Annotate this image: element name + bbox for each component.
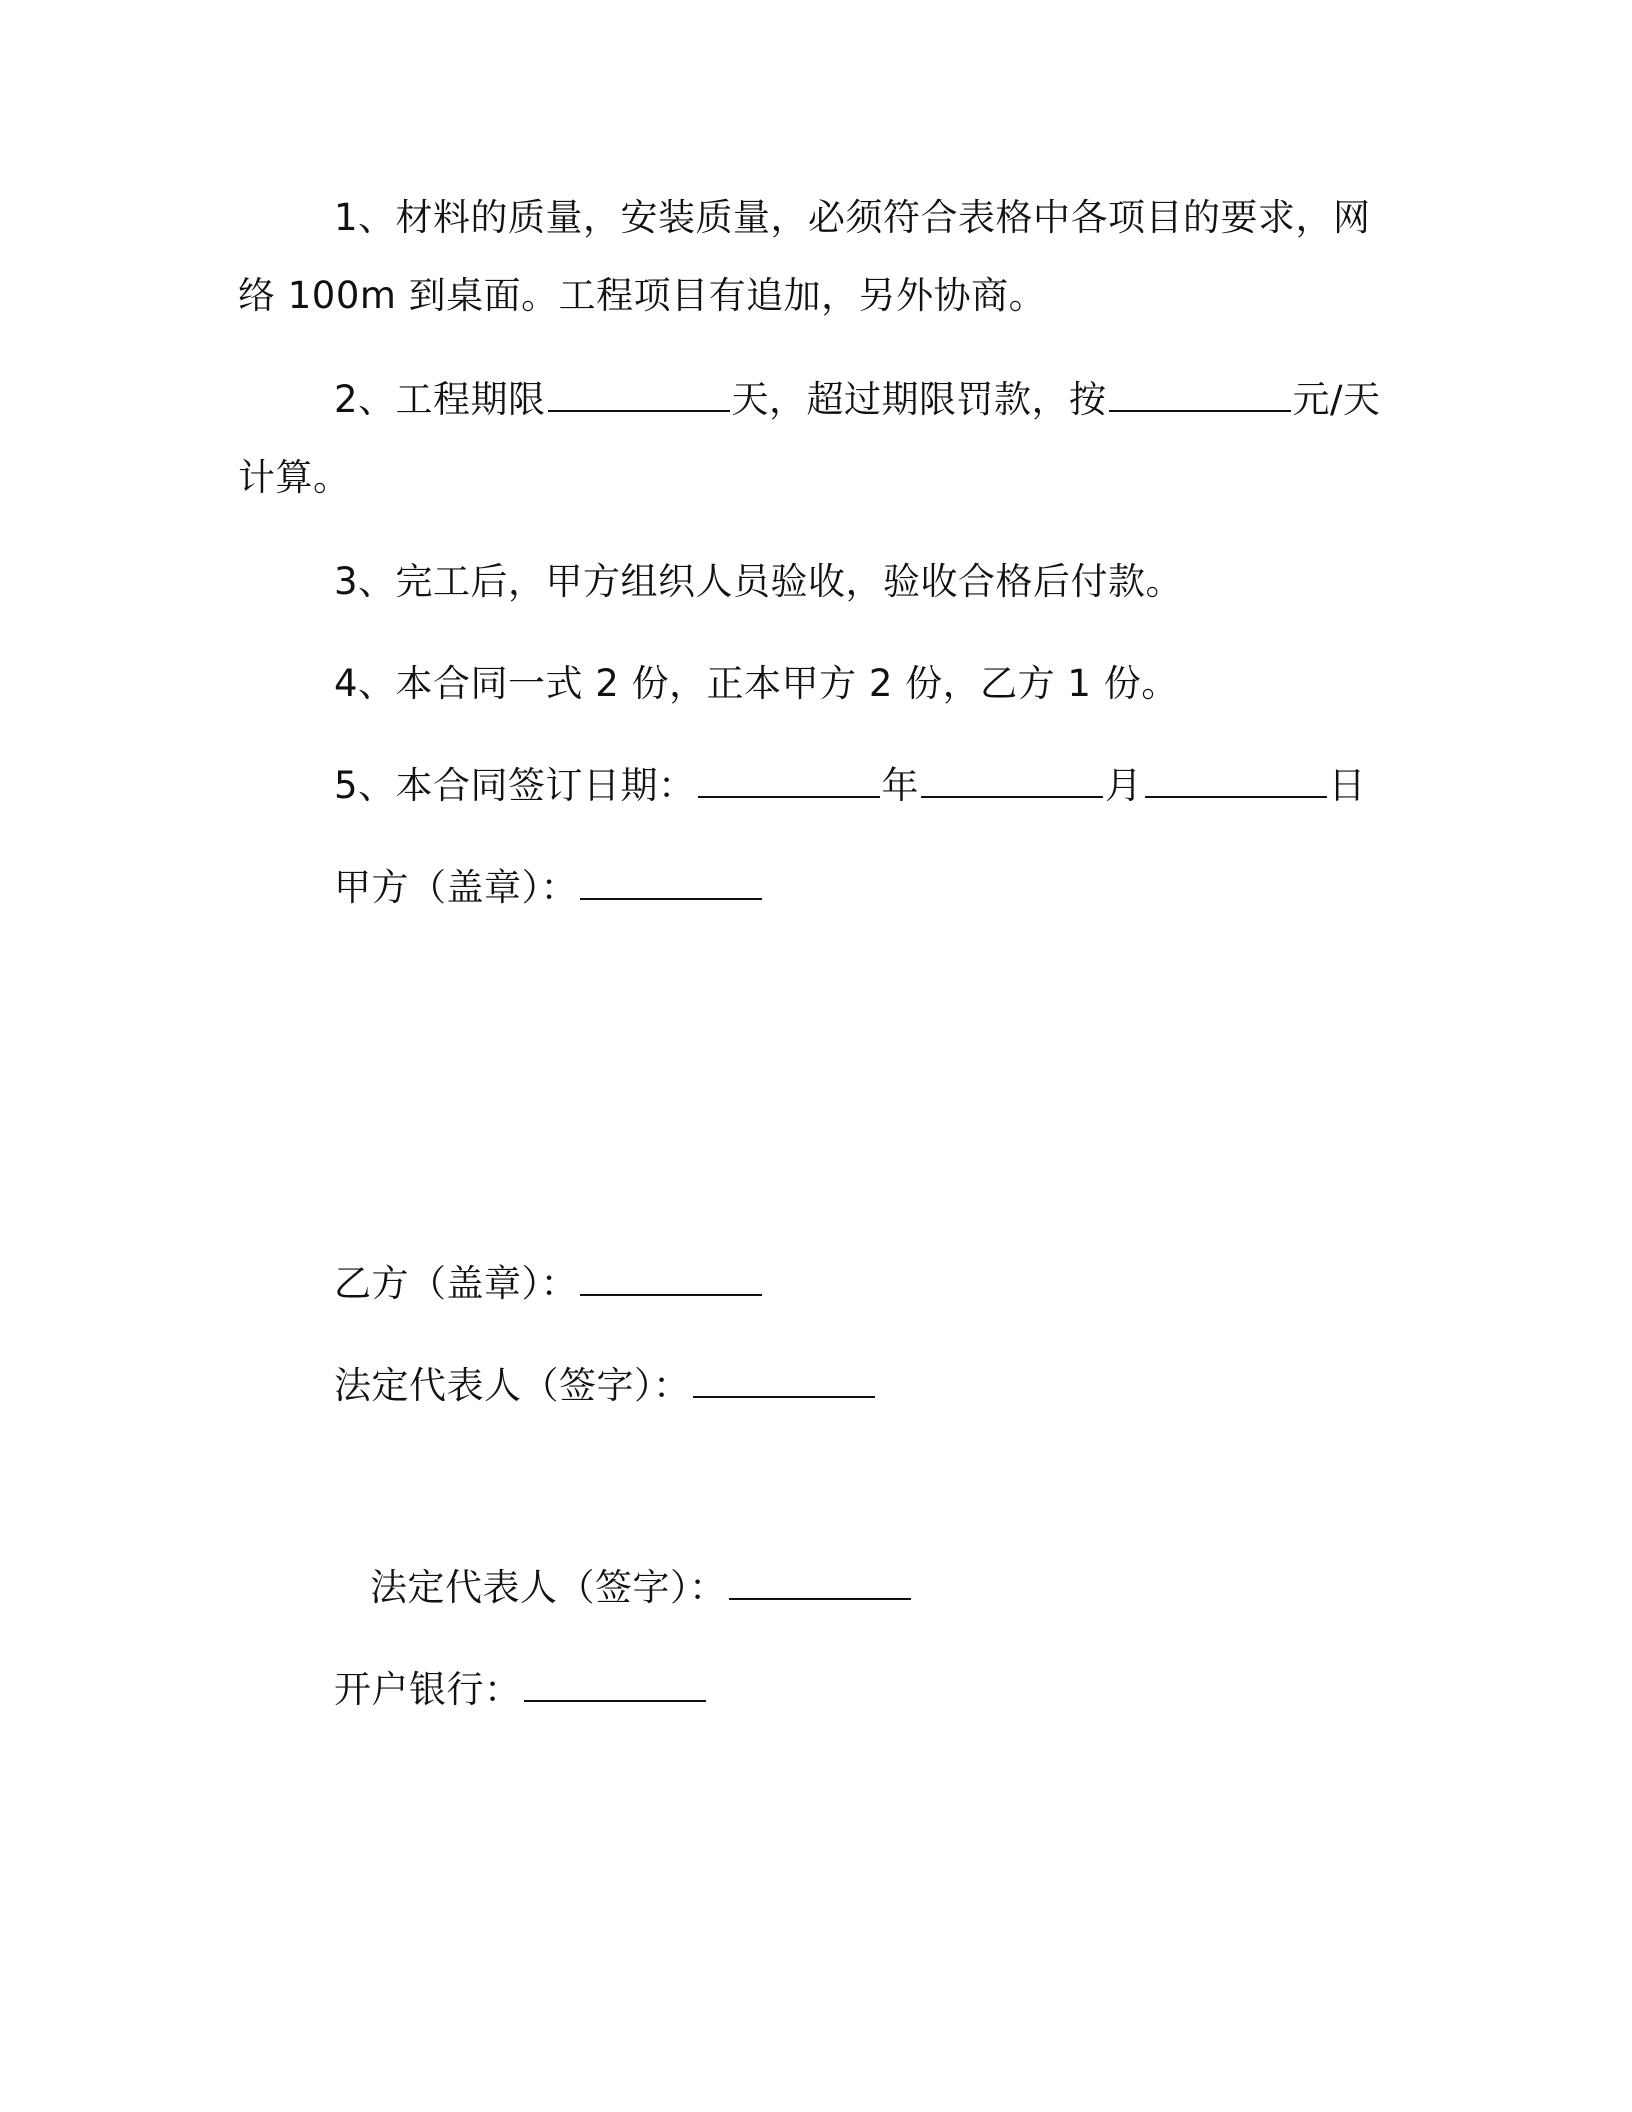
signing-day-blank[interactable] bbox=[1145, 766, 1327, 798]
clause-4-text: 4、本合同一式 2 份，正本甲方 2 份，乙方 1 份。 bbox=[334, 662, 1179, 705]
legal-rep-blank-2[interactable] bbox=[729, 1568, 911, 1600]
clause-1-line-1 bbox=[334, 196, 1371, 240]
bank-blank[interactable] bbox=[524, 1670, 706, 1702]
signing-year-blank[interactable] bbox=[698, 766, 880, 798]
clause-3-text: 3、完工后，甲方组织人员验收，验收合格后付款。 bbox=[334, 560, 1184, 603]
clause-5 bbox=[334, 764, 1366, 808]
clause-1-line-2 bbox=[238, 274, 1046, 318]
legal-rep-line-1 bbox=[334, 1364, 877, 1408]
clause-2-text-4: 计算。 bbox=[238, 456, 351, 499]
clause-4 bbox=[334, 662, 1179, 706]
clause-2-line-1 bbox=[334, 378, 1381, 422]
party-b-seal-blank[interactable] bbox=[580, 1264, 762, 1296]
month-label: 月 bbox=[1105, 764, 1143, 807]
bank-line bbox=[334, 1668, 708, 1712]
clause-2-text-1: 2、工程期限 bbox=[334, 378, 546, 421]
clause-2-line-2 bbox=[238, 456, 351, 500]
clause-2-text-2: 天，超过期限罚款，按 bbox=[731, 378, 1107, 421]
party-a-seal-line bbox=[334, 866, 764, 910]
legal-rep-blank-1[interactable] bbox=[693, 1366, 875, 1398]
party-b-seal-line bbox=[334, 1262, 764, 1306]
party-b-seal-label: 乙方（盖章）： bbox=[334, 1262, 578, 1305]
party-a-seal-blank[interactable] bbox=[580, 868, 762, 900]
penalty-rate-blank[interactable] bbox=[1109, 380, 1291, 412]
term-days-blank[interactable] bbox=[548, 380, 730, 412]
day-label: 日 bbox=[1328, 764, 1367, 807]
legal-rep-line-2 bbox=[370, 1566, 913, 1610]
bank-label: 开户银行： bbox=[334, 1668, 522, 1711]
clause-1-text-2: 络 100m 到桌面。工程项目有追加，另外协商。 bbox=[238, 274, 1047, 317]
legal-rep-label-1: 法定代表人（签字）： bbox=[334, 1364, 691, 1407]
signing-date-label: 5、本合同签订日期： bbox=[334, 764, 696, 807]
signing-month-blank[interactable] bbox=[921, 766, 1103, 798]
clause-1-text-1: 1、材料的质量，安装质量，必须符合表格中各项目的要求，网 bbox=[334, 196, 1371, 239]
legal-rep-label-2: 法定代表人（签字）： bbox=[370, 1566, 727, 1609]
party-a-seal-label: 甲方（盖章）： bbox=[334, 866, 578, 909]
clause-3 bbox=[334, 560, 1183, 604]
year-label: 年 bbox=[881, 764, 920, 807]
clause-2-text-3: 元/天 bbox=[1292, 378, 1381, 421]
